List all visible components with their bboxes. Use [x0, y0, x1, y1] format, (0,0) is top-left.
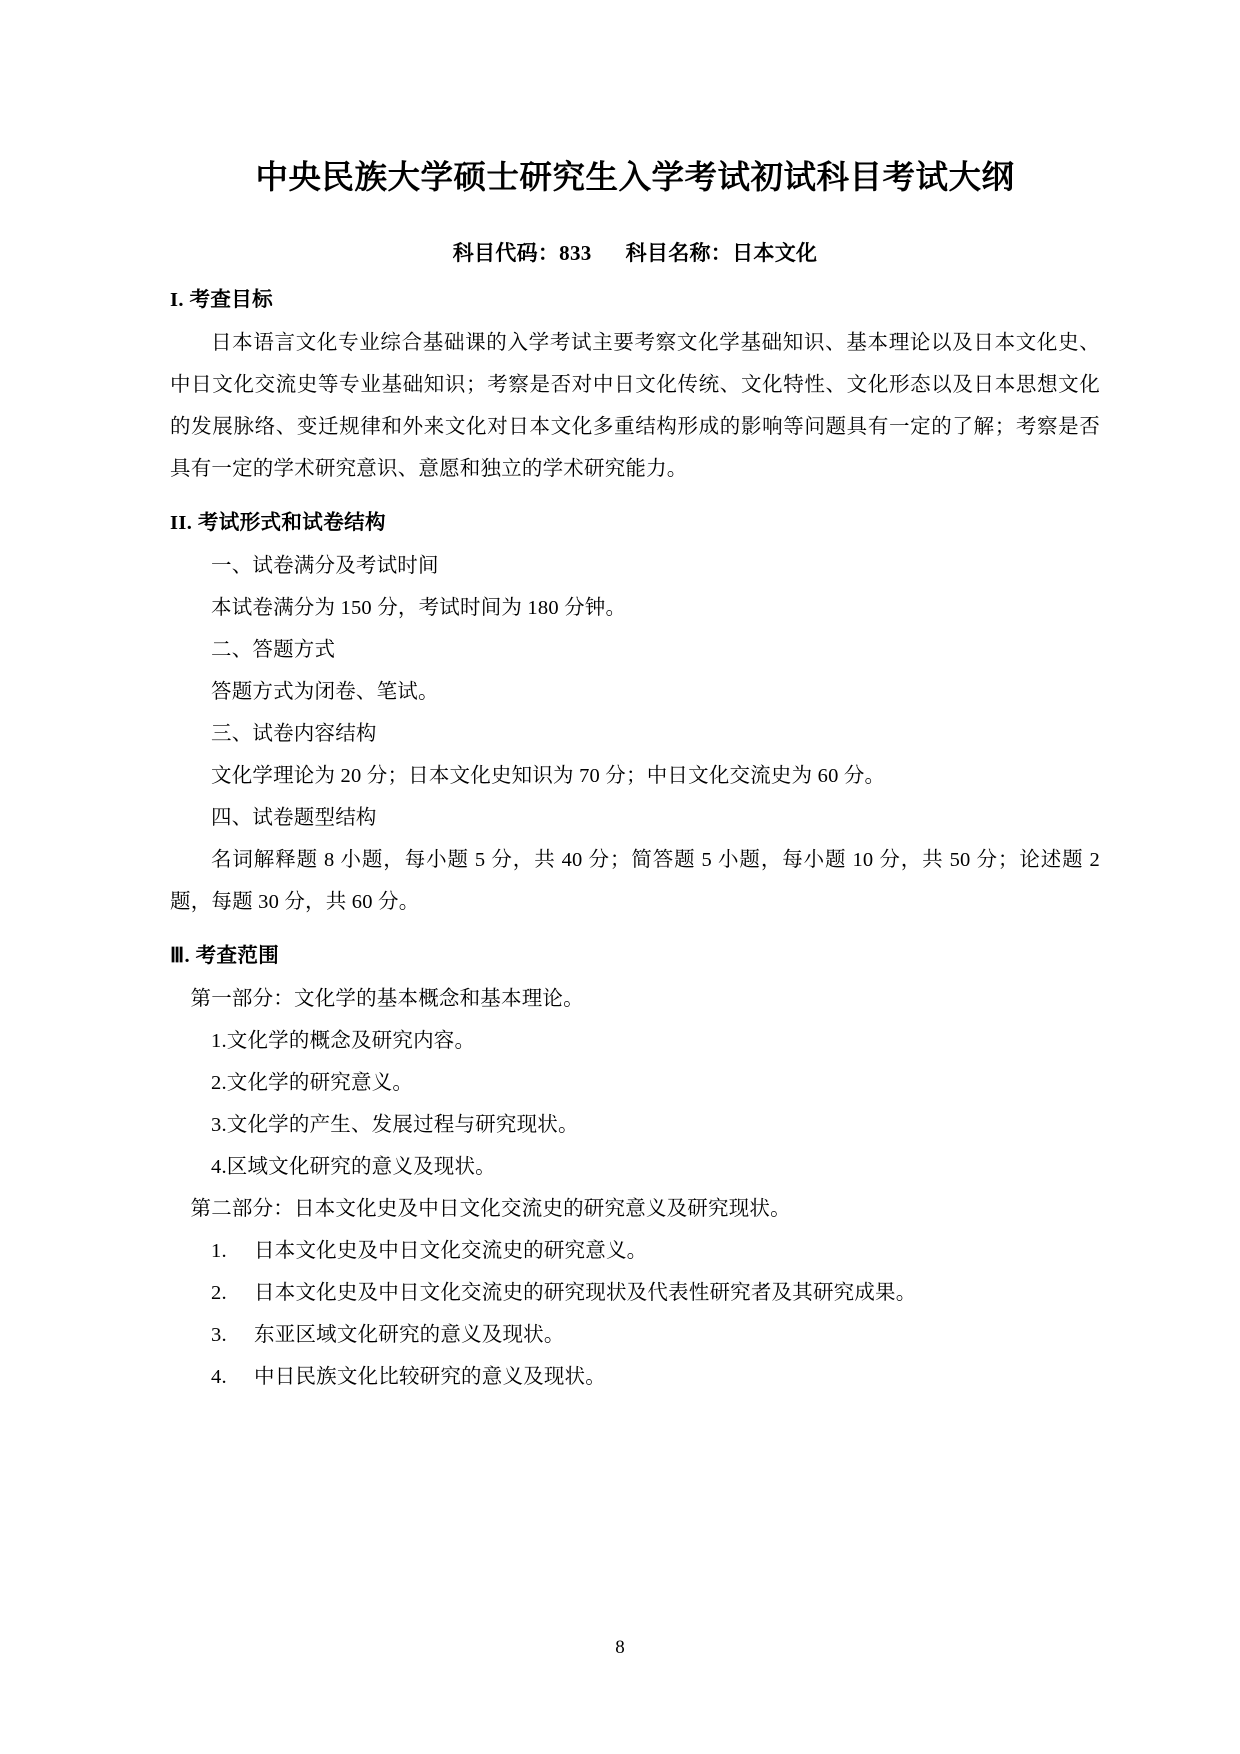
part-two-title: 第二部分：日本文化史及中日文化交流史的研究意义及研究现状。	[190, 1197, 791, 1220]
list-item	[170, 1230, 1100, 1272]
section-three-title: 考查范围	[195, 944, 280, 967]
subsection-content-question-type-structure: 名词解释题 8 小题，每小题 5 分，共 40 分；简答题 5 小题，每小题 10 分，共 50 分；论述题 2 题，每题 30 分，共 60 分。	[170, 848, 1100, 913]
list-item-number: 1.	[211, 1239, 227, 1262]
section-heading-examination-objectives	[170, 281, 1100, 320]
list-item: 3.文化学的产生、发展过程与研究现状。	[211, 1113, 579, 1136]
list-item-label: 日本文化史及中日文化交流史的研究意义。	[254, 1239, 648, 1262]
list-item-number: 3.	[211, 1323, 227, 1346]
section-two-title: 考试形式和试卷结构	[197, 511, 386, 534]
list-item-label: 中日民族文化比较研究的意义及现状。	[254, 1365, 606, 1388]
subsection-label-content-structure: 三、试卷内容结构	[211, 722, 377, 745]
subject-code: 科目代码：833	[452, 240, 592, 265]
list-item	[170, 1314, 1100, 1356]
list-item-label: 日本文化史及中日文化交流史的研究现状及代表性研究者及其研究成果。	[254, 1281, 917, 1304]
section-two-numeral: II.	[170, 511, 193, 534]
list-item	[170, 1356, 1100, 1398]
subsection-content-content-structure: 文化学理论为 20 分；日本文化史知识为 70 分；中日文化交流史为 60 分。	[211, 764, 886, 787]
list-item-label: 东亚区域文化研究的意义及现状。	[254, 1323, 565, 1346]
page-number: 8	[615, 1637, 625, 1658]
section-one-paragraph: 日本语言文化专业综合基础课的入学考试主要考察文化学基础知识、基本理论以及日本文化史、中日文化交流史等专业基础知识；考察是否对中日文化传统、文化特性、文化形态以及日本思想文化的发展脉络、变迁规律和外来文化对日本文化多重结构形成的影响等问题具有一定的了解；考察是否具有一定的学术研究意识、意愿和独立的学术研究能力。	[170, 331, 1100, 480]
page-title: 中央民族大学硕士研究生入学考试初试科目考试大纲	[255, 160, 1015, 196]
list-item-number: 2.	[211, 1281, 227, 1304]
list-item	[170, 1272, 1100, 1314]
subsection-content-total-score-time: 本试卷满分为 150 分，考试时间为 180 分钟。	[211, 596, 627, 619]
section-one-numeral: I.	[170, 288, 184, 311]
subsection-label-question-type-structure: 四、试卷题型结构	[211, 806, 377, 829]
section-three-numeral: Ⅲ.	[170, 944, 191, 967]
section-one-title: 考查目标	[189, 288, 274, 311]
subsection-content-answer-method: 答题方式为闭卷、笔试。	[211, 680, 439, 703]
list-item: 4.区域文化研究的意义及现状。	[211, 1155, 496, 1178]
subject-name: 科目名称：日本文化	[625, 240, 818, 265]
part-one-title: 第一部分：文化学的基本概念和基本理论。	[190, 987, 584, 1010]
subsection-label-answer-method: 二、答题方式	[211, 638, 336, 661]
list-item: 1.文化学的概念及研究内容。	[211, 1029, 476, 1052]
section-heading-examination-scope	[170, 937, 1100, 976]
subject-line	[170, 237, 1100, 267]
list-item-number: 4.	[211, 1365, 227, 1388]
section-heading-exam-format-structure	[170, 504, 1100, 543]
subsection-label-total-score-time: 一、试卷满分及考试时间	[211, 554, 439, 577]
list-item: 2.文化学的研究意义。	[211, 1071, 414, 1094]
